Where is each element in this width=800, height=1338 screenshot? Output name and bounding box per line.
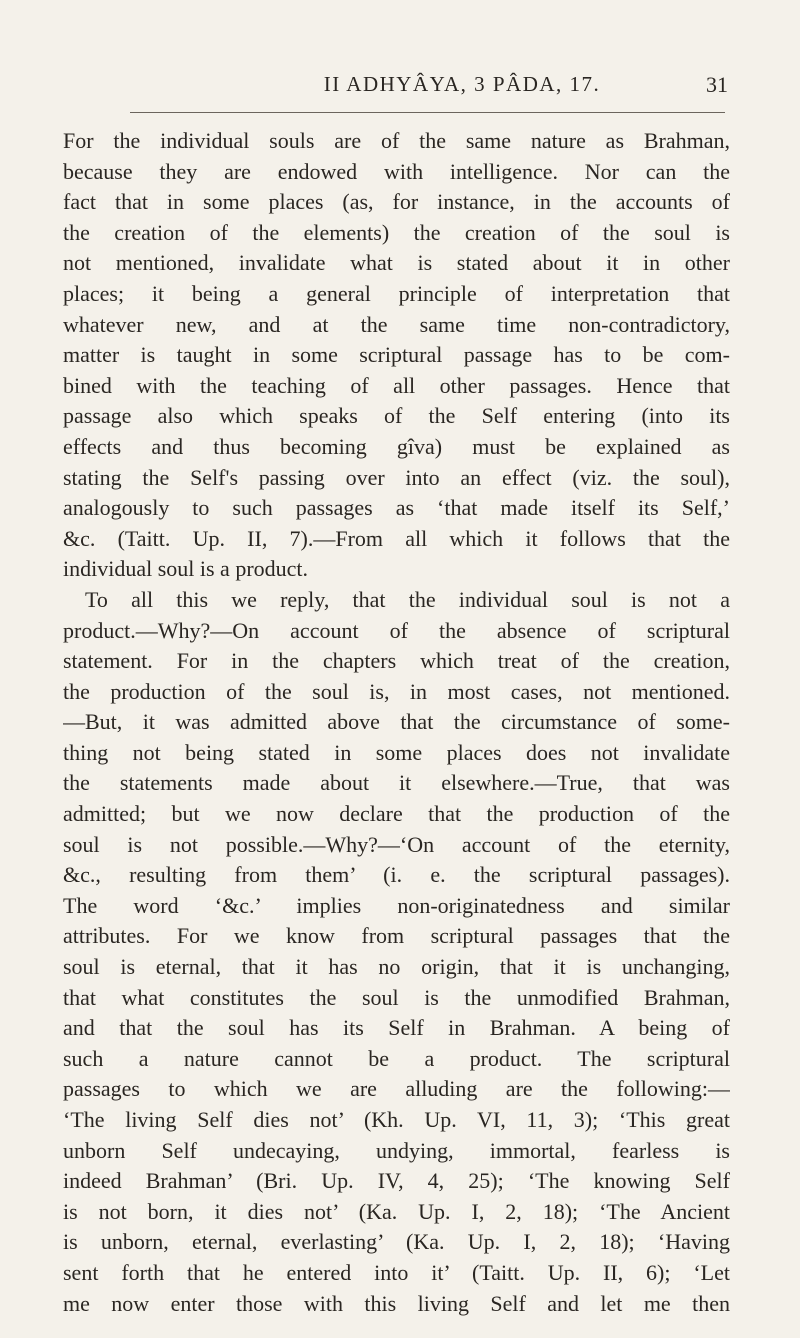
body-text bbox=[63, 126, 730, 1319]
text-line: sent forth that he entered into it’ (Taitt. Up. II, 6); ‘Let bbox=[63, 1259, 730, 1285]
page-header bbox=[0, 72, 800, 106]
text-line: bined with the teaching of all other passages. Hence that bbox=[63, 372, 730, 398]
text-line: attributes. For we know from scriptural passages that the bbox=[63, 923, 730, 949]
header-rule bbox=[130, 112, 725, 113]
text-line: indeed Brahman’ (Bri. Up. IV, 4, 25); ‘The knowing Self bbox=[63, 1168, 730, 1194]
text-line: ‘The living Self dies not’ (Kh. Up. VI, 11, 3); ‘This great bbox=[63, 1107, 730, 1132]
text-line: such a nature cannot be a product. The scriptural bbox=[63, 1045, 730, 1071]
text-line: soul is not possible.—Why?—‘On account of the eternity, bbox=[63, 831, 730, 857]
text-line: individual soul is a product. bbox=[63, 556, 309, 582]
text-line: not mentioned, invalidate what is stated about it in other bbox=[63, 250, 730, 276]
text-line: &c., resulting from them’ (i. e. the scriptural passages). bbox=[63, 862, 730, 888]
text-line: admitted; but we now declare that the production of the bbox=[63, 801, 730, 827]
text-line: product.—Why?—On account of the absence of scriptural bbox=[63, 617, 730, 643]
text-line: analogously to such passages as ‘that made itself its Self,’ bbox=[63, 495, 730, 521]
page-number: 31 bbox=[706, 72, 728, 97]
text-line: the statements made about it elsewhere.—True, that was bbox=[63, 770, 730, 796]
text-line: the production of the soul is, in most cases, not mentioned. bbox=[63, 678, 730, 704]
text-line: unborn Self undecaying, undying, immortal, fearless is bbox=[63, 1137, 730, 1163]
text-line: matter is taught in some scriptural passage has to be com- bbox=[63, 342, 730, 368]
text-line: passages to which we are alluding are the following:— bbox=[63, 1076, 730, 1102]
text-line: places; it being a general principle of interpretation that bbox=[63, 280, 730, 306]
text-line: and that the soul has its Self in Brahman. A being of bbox=[63, 1015, 730, 1041]
text-line: effects and thus becoming gîva) must be explained as bbox=[63, 433, 730, 459]
text-line: that what constitutes the soul is the unmodified Brahman, bbox=[63, 984, 730, 1010]
text-line: The word ‘&c.’ implies non-originatedness and similar bbox=[63, 892, 730, 918]
running-title: II ADHYÂYA, 3 PÂDA, 17. bbox=[323, 72, 601, 96]
text-line: passage also which speaks of the Self entering (into its bbox=[63, 403, 730, 429]
text-line: To all this we reply, that the individual soul is not a bbox=[85, 586, 730, 612]
text-line: me now enter those with this living Self and let me then bbox=[63, 1290, 730, 1316]
text-line: whatever new, and at the same time non-contradictory, bbox=[63, 311, 730, 337]
text-line: thing not being stated in some places does not invalidate bbox=[63, 739, 730, 765]
text-line: &c. (Taitt. Up. II, 7).—From all which it follows that the bbox=[63, 525, 730, 551]
text-line: —But, it was admitted above that the circumstance of some- bbox=[63, 709, 730, 735]
text-line: is unborn, eternal, everlasting’ (Ka. Up. I, 2, 18); ‘Having bbox=[63, 1229, 730, 1255]
text-line: For the individual souls are of the same nature as Brahman, bbox=[63, 128, 730, 153]
text-line: fact that in some places (as, for instance, in the accounts of bbox=[63, 189, 730, 215]
text-line: is not born, it dies not’ (Ka. Up. I, 2, 18); ‘The Ancient bbox=[63, 1198, 730, 1224]
text-line: because they are endowed with intelligence. Nor can the bbox=[63, 158, 730, 184]
text-line: statement. For in the chapters which treat of the creation, bbox=[63, 648, 730, 674]
text-line: soul is eternal, that it has no origin, that it is unchanging, bbox=[63, 954, 730, 980]
text-line: the creation of the elements) the creation of the soul is bbox=[63, 219, 730, 245]
text-line: stating the Self's passing over into an effect (viz. the soul), bbox=[63, 464, 730, 490]
